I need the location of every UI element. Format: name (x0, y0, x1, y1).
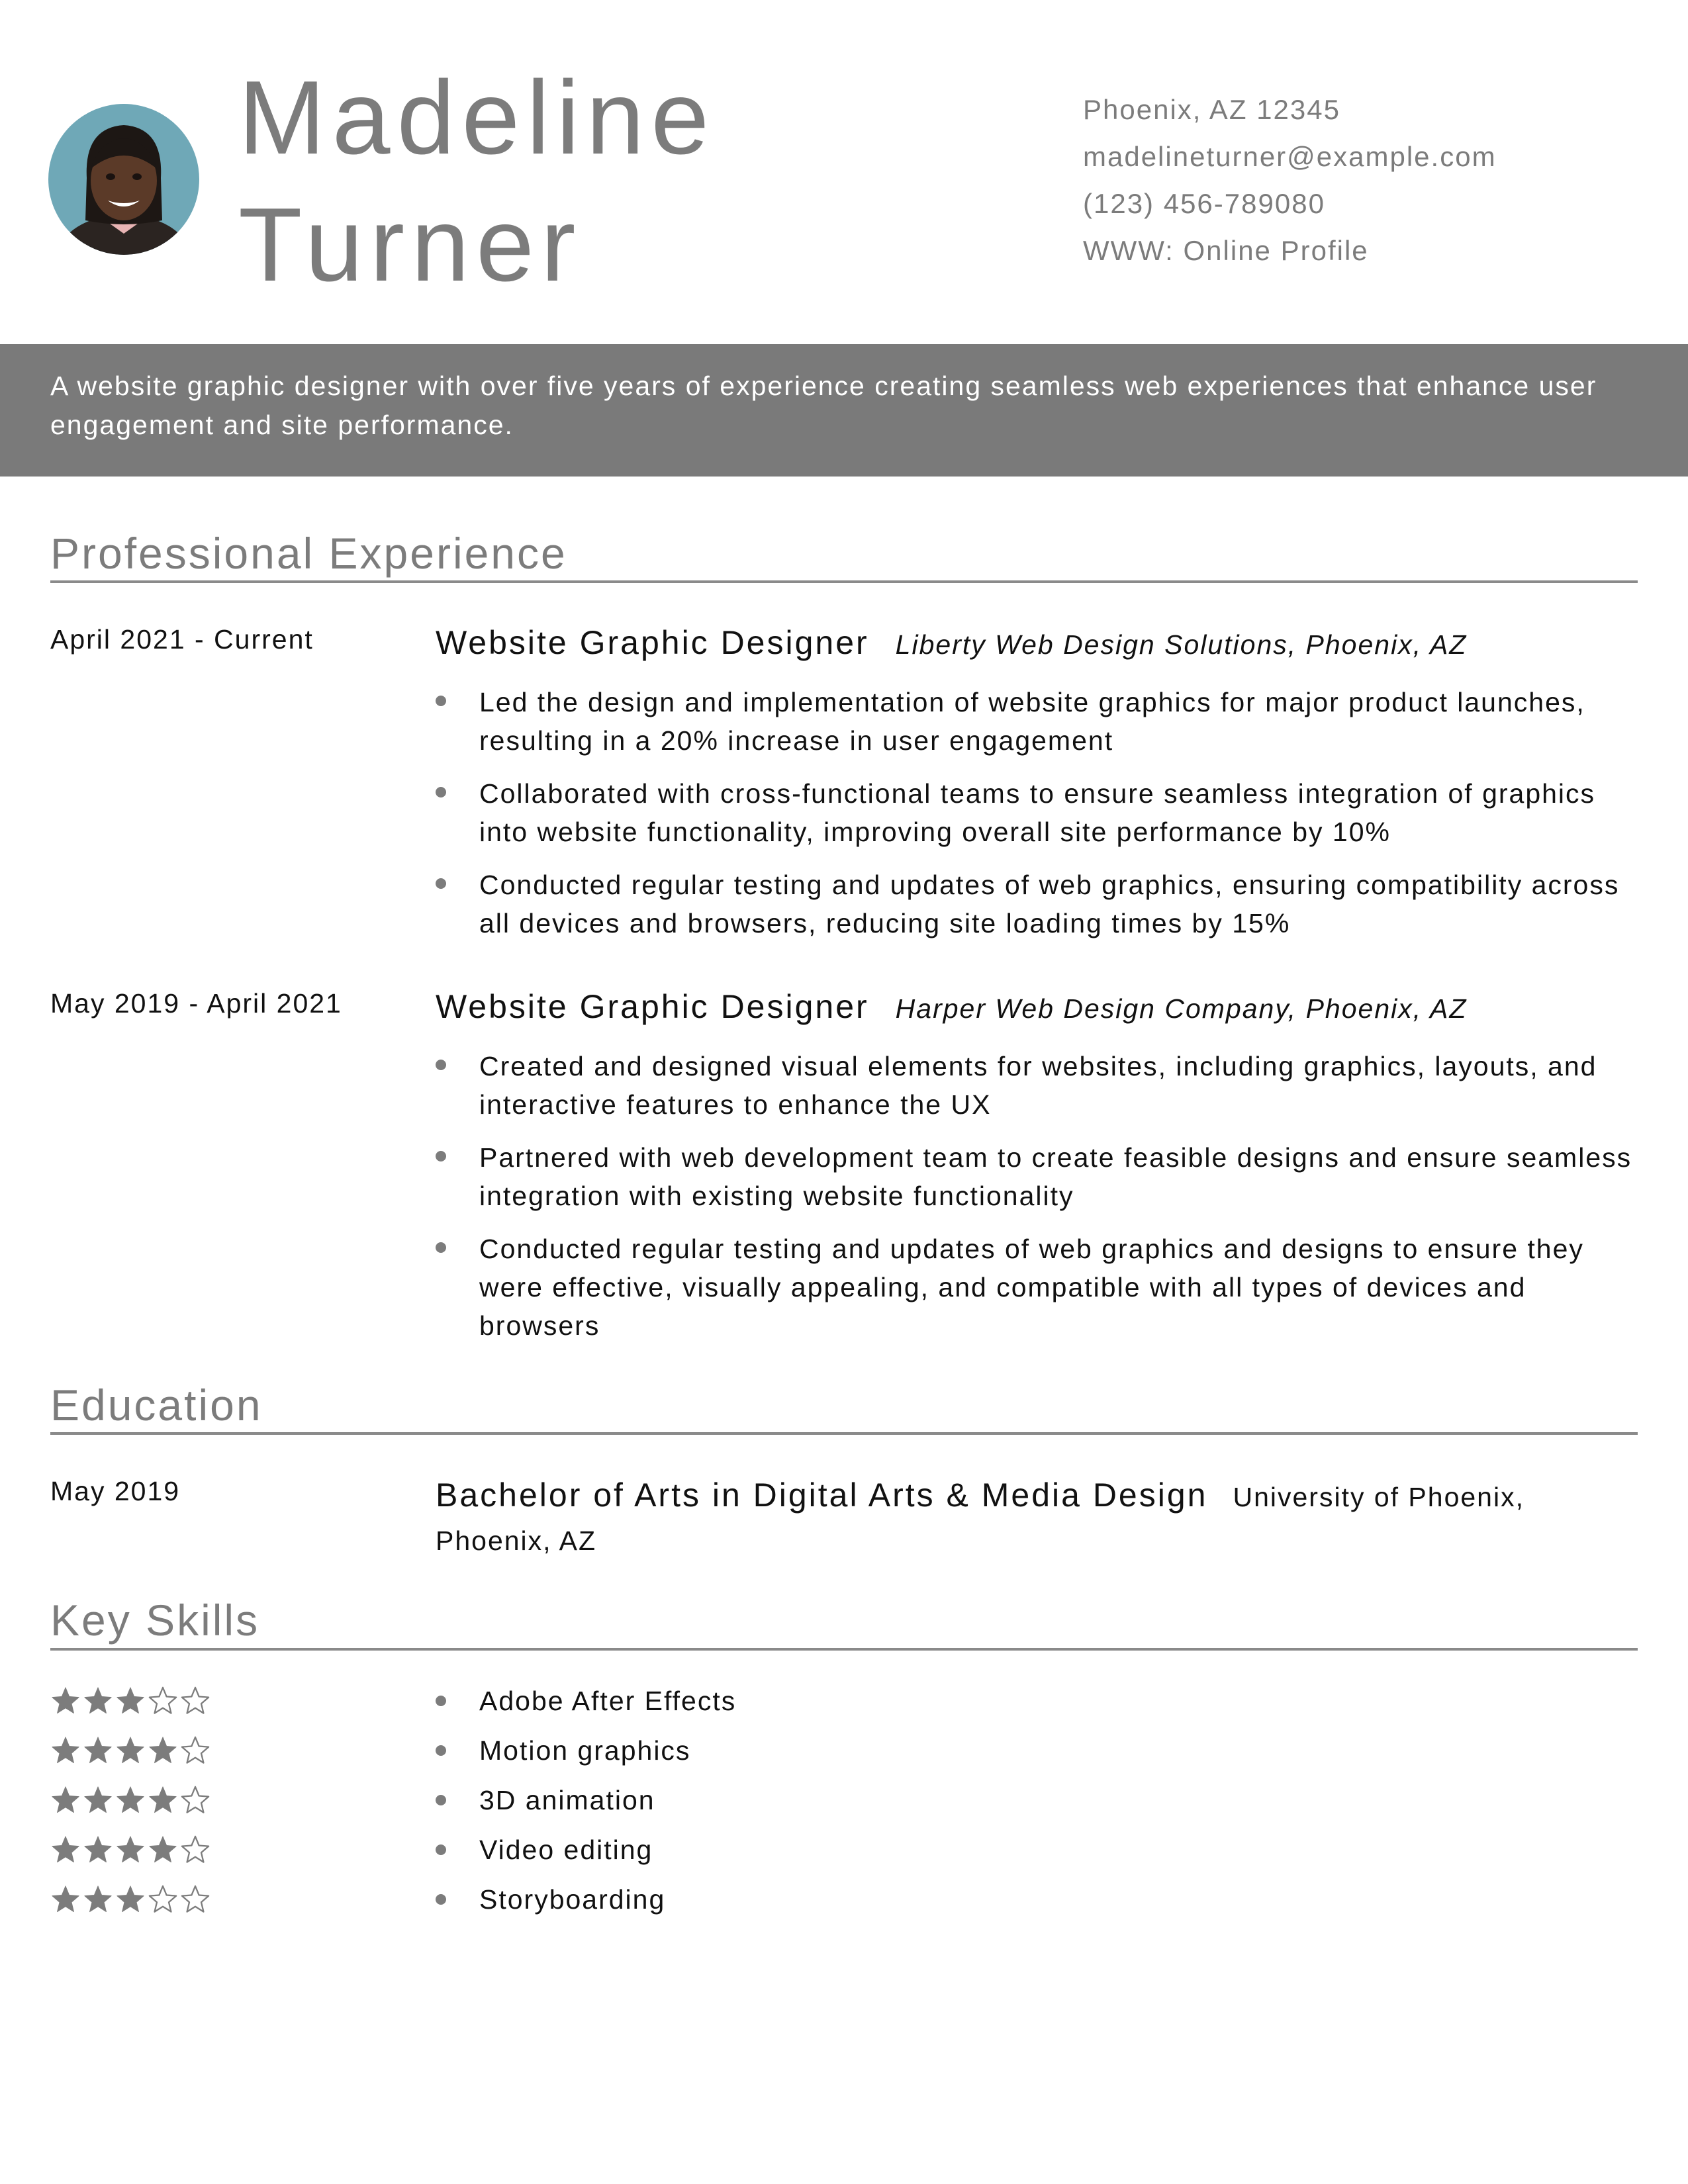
education-school: University of Phoenix, Phoenix, AZ (436, 1482, 1524, 1556)
star-filled-icon (83, 1735, 113, 1766)
skill-row (50, 1731, 1639, 1770)
section-title-experience: Professional Experience (50, 529, 567, 578)
summary-text: A website graphic designer with over five years of experience creating seamless web experiences that enhance user engagement and site performance. (50, 371, 1597, 440)
star-filled-icon (50, 1785, 81, 1815)
skill-row (50, 1681, 1639, 1721)
star-filled-icon (148, 1735, 178, 1766)
star-empty-icon (148, 1686, 178, 1716)
contact-website[interactable]: WWW: Online Profile (1083, 235, 1369, 266)
star-filled-icon (115, 1735, 146, 1766)
star-filled-icon (115, 1884, 146, 1915)
avatar (48, 104, 199, 255)
job-bullet: Conducted regular testing and updates of web graphics and designs to ensure they were effective, visually appealing, and compatible with all types of devices and browsers (436, 1230, 1647, 1345)
contact-phone: (123) 456-789080 (1083, 188, 1325, 219)
section-divider (50, 1648, 1638, 1651)
job-dates: April 2021 - Current (50, 624, 314, 655)
star-filled-icon (115, 1835, 146, 1865)
education-date: May 2019 (50, 1476, 181, 1506)
star-empty-icon (148, 1884, 178, 1915)
star-empty-icon (180, 1735, 211, 1766)
star-filled-icon (83, 1835, 113, 1865)
job-bullet: Led the design and implementation of website graphics for major product launches, resulting in a 20% increase in user engagement (436, 683, 1647, 760)
job-bullets (436, 1047, 1647, 1345)
star-filled-icon (148, 1785, 178, 1815)
job-bullet: Created and designed visual elements for websites, including graphics, layouts, and interactive features to enhance the UX (436, 1047, 1647, 1124)
contact-info (1083, 90, 1665, 278)
skill-name: 3D animation (436, 1780, 655, 1820)
skill-row (50, 1830, 1639, 1870)
skill-name: Adobe After Effects (436, 1681, 736, 1721)
skill-row (50, 1780, 1639, 1820)
star-empty-icon (180, 1785, 211, 1815)
skill-row (50, 1880, 1639, 1919)
star-empty-icon (180, 1686, 211, 1716)
skill-rating (50, 1780, 212, 1820)
job-heading (436, 623, 1660, 671)
skill-rating (50, 1880, 212, 1919)
first-name: Madeline (238, 60, 716, 176)
star-filled-icon (50, 1735, 81, 1766)
star-filled-icon (83, 1785, 113, 1815)
job-bullet: Collaborated with cross-functional teams to ensure seamless integration of graphics into website functionality, improving overall site performance by 10% (436, 774, 1647, 851)
star-filled-icon (115, 1785, 146, 1815)
skill-name: Motion graphics (436, 1731, 690, 1770)
star-filled-icon (50, 1884, 81, 1915)
section-title-education: Education (50, 1381, 263, 1430)
star-filled-icon (83, 1686, 113, 1716)
last-name: Turner (238, 187, 583, 303)
job-bullet: Conducted regular testing and updates of web graphics, ensuring compatibility across all devices and browsers, reducing site loading times by 15% (436, 866, 1647, 942)
contact-email[interactable]: madelineturner@example.com (1083, 141, 1497, 172)
section-divider (50, 1432, 1638, 1435)
star-filled-icon (115, 1686, 146, 1716)
star-filled-icon (83, 1884, 113, 1915)
skill-rating (50, 1681, 212, 1721)
section-title-skills: Key Skills (50, 1596, 260, 1645)
education-entry (436, 1473, 1647, 1563)
skill-name: Video editing (436, 1830, 653, 1870)
job-bullet: Partnered with web development team to create feasible designs and ensure seamless integration with existing website functionality (436, 1138, 1647, 1215)
star-empty-icon (180, 1884, 211, 1915)
skill-rating (50, 1830, 212, 1870)
job-title: Website Graphic Designer (436, 988, 869, 1025)
profile-photo-icon (48, 104, 199, 255)
job-bullets (436, 683, 1647, 942)
contact-location: Phoenix, AZ 12345 (1083, 94, 1340, 125)
star-filled-icon (148, 1835, 178, 1865)
section-divider (50, 580, 1638, 583)
skill-rating (50, 1731, 212, 1770)
candidate-name (238, 54, 834, 308)
job-company: Liberty Web Design Solutions, Phoenix, AZ (895, 629, 1468, 660)
education-degree: Bachelor of Arts in Digital Arts & Media Design (436, 1477, 1208, 1514)
job-heading (436, 987, 1660, 1035)
summary-banner (0, 344, 1688, 477)
job-dates: May 2019 - April 2021 (50, 988, 342, 1019)
job-company: Harper Web Design Company, Phoenix, AZ (895, 993, 1468, 1024)
skill-name: Storyboarding (436, 1880, 665, 1919)
star-filled-icon (50, 1686, 81, 1716)
star-filled-icon (50, 1835, 81, 1865)
job-title: Website Graphic Designer (436, 624, 869, 661)
star-empty-icon (180, 1835, 211, 1865)
